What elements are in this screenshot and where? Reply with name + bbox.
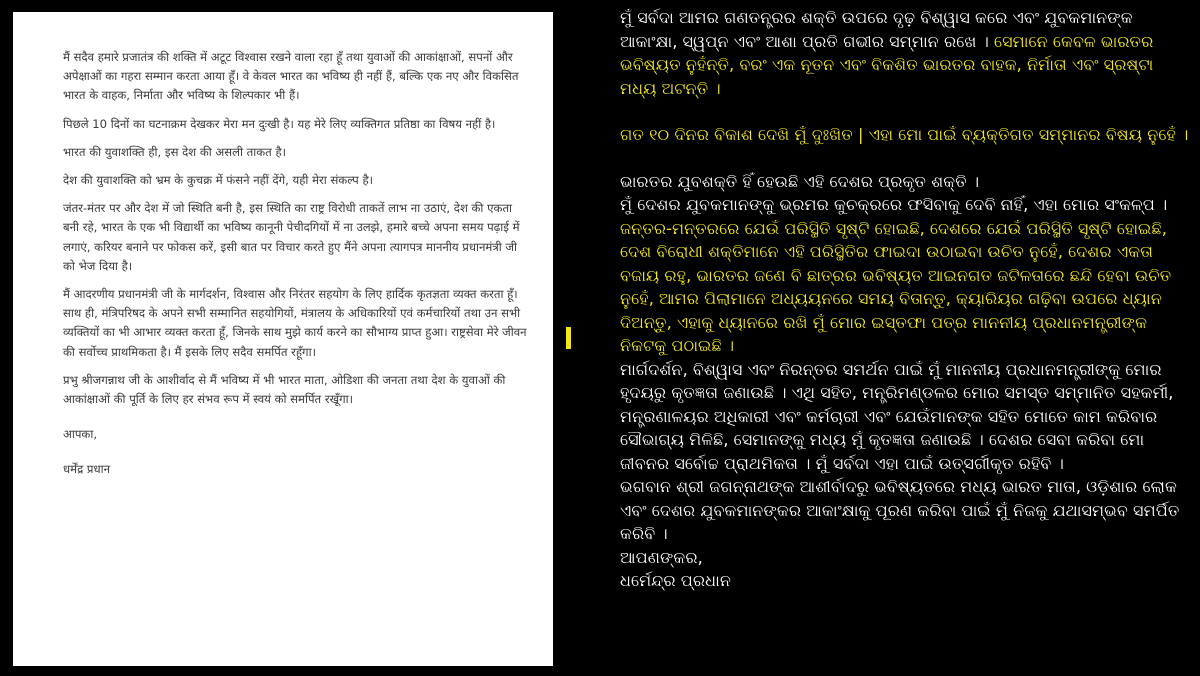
odia-paragraph-2: ଗତ ୧୦ ଦିନର ବିକାଶ ଦେଖି ମୁଁ ଦୁଃଖିତ | ଏହା ମୋ ପାଇଁ ବ୍ୟକ୍ତିଗତ ସମ୍ମାନର ବିଷୟ ନୁହେଁ । — [620, 125, 1189, 144]
yellow-marker — [566, 327, 571, 349]
hindi-paragraph-6: मैं आदरणीय प्रधानमंत्री जी के मार्गदर्शन, विश्वास और निरंतर सहयोग के लिए हार्दिक कृतज्ञता व्यक्त करता हूँ। साथ ही, मंत्रिपरिषद के अपने सभी सम्मानित सहयोगियों, मंत्रालय के अधिकारियों एवं कर्मचारियों तथा उन सभी व्यक्तियों का भी आभार व्यक्त करता हूँ, जिनके साथ मुझे कार्य करने का सौभाग्य प्राप्त हुआ। राष्ट्रसेवा मेरे जीवन की सर्वोच्च प्राथमिकता है। मैं इसके लिए सदैव समर्पित रहूँगा। — [63, 287, 527, 359]
odia-paragraph-1 — [620, 6, 1194, 100]
hindi-paragraph-2: पिछले 10 दिनों का घटनाक्रम देखकर मेरा मन दुःखी है। यह मेरे लिए व्यक्तिगत प्रतिष्ठा का विषय नहीं है। — [63, 116, 496, 131]
odia-paragraph-5: ଜନ୍ତର-ମନ୍ତରରେ ଯେଉଁ ପରିସ୍ଥିତି ସୃଷ୍ଟି ହୋଇଛି, ଦେଶରେ ଯେଉଁ ପରିସ୍ଥିତି ସୃଷ୍ଟି ହୋଇଛି, ଦେଶ ବିରୋଧୀ ଶକ୍ତିମାନେ ଏହି ପରିସ୍ଥିତିର ଫାଇଦା ଉଠାଇବା ଉଚିତ ନୁହେଁ, ଦେଶର ଏକତା ବଜାୟ ରହୁ, ଭାରତର ଜଣେ ବି ଛାତ୍ରର ଭବିଷ୍ୟତ ଆଇନଗତ ଜଟିଳତାରେ ଛନ୍ଦି ହେବା ଉଚିତ ନୁହେଁ, ଆମର ପିଲାମାନେ ଅଧ୍ୟୟନରେ ସମୟ ବିତାନ୍ତୁ, କ୍ୟାରିୟର ଗଢ଼ିବା ଉପରେ ଧ୍ୟାନ ଦିଅନ୍ତୁ, ଏହାକୁ ଧ୍ୟାନରେ ରଖି ମୁଁ ମୋର ଇସ୍ତଫା ପତ୍ର ମାନନୀୟ ପ୍ରଧାନମନ୍ତ୍ରୀଙ୍କ ନିକଟକୁ ପଠାଇଛି । — [620, 218, 1172, 355]
hindi-paragraph-7: प्रभु श्रीजगन्नाथ जी के आशीर्वाद से मैं भविष्य में भी भारत माता, ओडिशा की जनता तथा देश के युवाओं की आकांक्षाओं की पूर्ति के लिए हर संभव रूप में स्वयं को समर्पित रखूँगा। — [63, 372, 506, 407]
odia-closing: ଆପଣଙ୍କର, — [620, 547, 703, 567]
hindi-paragraph-1: मैं सदैव हमारे प्रजातंत्र की शक्ति में अटूट विश्वास रखने वाला रहा हूँ तथा युवाओं की आकांक्षाओं, सपनों और अपेक्षाओं का गहरा सम्मान करता आया हूँ। वे केवल भारत का भविष्य ही नहीं हैं, बल्कि एक नए और विकसित भारत के वाहक, निर्माता और भविष्य के शिल्पकार भी हैं। — [63, 50, 519, 103]
odia-translation — [620, 6, 1194, 593]
hindi-paragraph-4: देश की युवाशक्ति को भ्रम के कुचक्र में फंसने नहीं देंगे, यही मेरा संकल्प है। — [63, 173, 374, 188]
odia-paragraph-1-part-b: ସେମାନେ କେବଳ ଭାରତର ଭବିଷ୍ୟତ ନୁହଁନ୍ତି, ବରଂ ଏକ ନୂତନ ଏବଂ ବିକଶିତ ଭାରତର ବାହକ, ନିର୍ମାତା ଏବଂ ସ୍ରଷ୍ଟା ମଧ୍ୟ ଅଟନ୍ତି । — [620, 31, 1154, 98]
odia-paragraph-3: ଭାରତର ଯୁବଶକ୍ତି ହିଁ ହେଉଛି ଏହି ଦେଶର ପ୍ରକୃତ ଶକ୍ତି । — [620, 171, 980, 191]
odia-signature: ଧର୍ମେନ୍ଦ୍ର ପ୍ରଧାନ — [620, 571, 731, 590]
hindi-closing: आपका, — [63, 427, 98, 442]
hindi-paragraph-3: भारत की युवाशक्ति ही, इस देश की असली ताकत है। — [63, 144, 287, 159]
hindi-resignation-letter — [13, 12, 553, 666]
odia-paragraph-1-part-a: ମୁଁ ସର୍ବଦା ଆମର ଗଣତନ୍ତ୍ରର ଶକ୍ତି ଉପରେ ଦୃଢ଼ ବିଶ୍ୱାସ କରେ ଏବଂ ଯୁବକମାନଙ୍କ ଆକାଂକ୍ଷା, ସ୍ୱପ୍ନ ଏବଂ ଆଶା ପ୍ରତି ଗଭୀର ସମ୍ମାନ ରଖେ । — [620, 8, 1133, 51]
odia-paragraph-7: ଭଗବାନ ଶ୍ରୀ ଜଗନ୍ନାଥଙ୍କ ଆଶୀର୍ବାଦରୁ ଭବିଷ୍ୟତରେ ମଧ୍ୟ ଭାରତ ମାତା, ଓଡ଼ିଶାର ଲୋକ ଏବଂ ଦେଶର ଯୁବକମାନଙ୍କର ଆକାଂକ୍ଷାକୁ ପୂରଣ କରିବା ପାଇଁ ମୁଁ ନିଜକୁ ଯଥାସମ୍ଭବ ସମର୍ପିତ କରିବି । — [620, 477, 1180, 543]
hindi-signature: धर्मेंद्र प्रधान — [63, 462, 111, 477]
odia-paragraph-4: ମୁଁ ଦେଶର ଯୁବକମାନଙ୍କୁ ଭ୍ରମର କୁଚକ୍ରରେ ଫସିବାକୁ ଦେବି ନାହିଁ, ଏହା ମୋର ସଂକଳ୍ପ । — [620, 195, 1168, 214]
hindi-paragraph-5: जंतर-मंतर पर और देश में जो स्थिति बनी है, इस स्थिति का राष्ट्र विरोधी ताकतें लाभ ना उठाएं, देश की एकता बनी रहे, भारत के एक भी विद्यार्थी का भविष्य कानूनी पेचीदगियों में ना उलझे, हमारे बच्चे अपना समय पढ़ाई में लगाएं, करियर बनाने पर फोकस करें, इसी बात पर विचार करते हुए मैंने अपना त्यागपत्र माननीय प्रधानमंत्री जी को भेज दिया है। — [63, 201, 520, 273]
odia-paragraph-6: ମାର୍ଗଦର୍ଶନ, ବିଶ୍ୱାସ ଏବଂ ନିରନ୍ତର ସମର୍ଥନ ପାଇଁ ମୁଁ ମାନନୀୟ ପ୍ରଧାନମନ୍ତ୍ରୀଙ୍କୁ ମୋର ହୃଦୟରୁ କୃତଜ୍ଞତା ଜଣାଉଛି । ଏଥି ସହିତ, ମନ୍ତ୍ରିମଣ୍ଡଳର ମୋର ସମସ୍ତ ସମ୍ମାନିତ ସହକର୍ମୀ, ମନ୍ତ୍ରଣାଳୟର ଅଧିକାରୀ ଏବଂ କର୍ମଚାରୀ ଏବଂ ଯେଉଁମାନଙ୍କ ସହିତ ମୋତେ କାମ କରିବାର ସୌଭାଗ୍ୟ ମିଳିଛି, ସେମାନଙ୍କୁ ମଧ୍ୟ ମୁଁ କୃତଜ୍ଞତା ଜଣାଉଛି । ଦେଶର ସେବା କରିବା ମୋ ଜୀବନର ସର୍ବୋଚ୍ଚ ପ୍ରାଥମିକତା । ମୁଁ ସର୍ବଦା ଏହା ପାଇଁ ଉତ୍ସର୍ଗୀକୃତ ରହିବି । — [620, 359, 1174, 473]
